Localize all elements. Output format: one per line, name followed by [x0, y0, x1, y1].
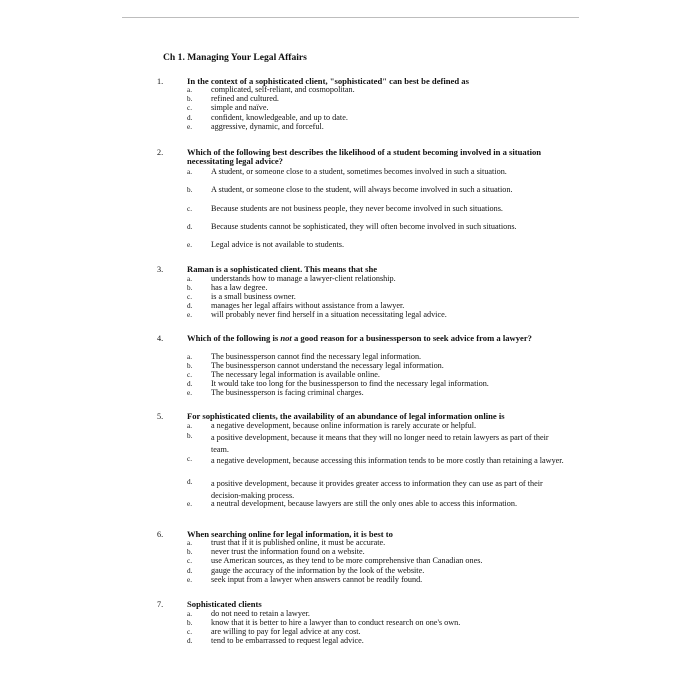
option-text: It would take too long for the businessperson to find the necessary legal information.	[211, 379, 489, 389]
option-text: a neutral development, because lawyers are still the only ones able to access this information.	[211, 499, 518, 508]
stem-text: Which of the following is	[187, 333, 281, 343]
option-text: trust that if it is published online, it must be accurate.	[211, 538, 386, 547]
option-text: is a small business owner.	[211, 291, 296, 301]
question-stem: For sophisticated clients, the availability of an abundance of legal information online is	[187, 411, 505, 421]
option-text: The businessperson is facing criminal charges.	[211, 388, 364, 398]
option-letter: e.	[187, 389, 192, 398]
question-stem: Sophisticated clients	[187, 599, 262, 609]
option-letter: a.	[187, 168, 192, 176]
option-text: Because students cannot be sophisticated, they will often become involved in such situations.	[211, 221, 517, 231]
option-text: The necessary legal information is available online.	[211, 369, 380, 379]
option-letter: a.	[187, 421, 192, 430]
option-letter: c.	[187, 370, 192, 379]
option-text: The businessperson cannot understand the necessary legal information.	[211, 360, 444, 370]
option-text: gauge the accuracy of the information by the look of the website.	[211, 565, 425, 575]
option-letter: c.	[187, 292, 192, 301]
option-letter: d.	[187, 566, 193, 575]
option-text: do not need to retain a lawyer.	[211, 608, 310, 618]
chapter-title: Ch 1. Managing Your Legal Affairs	[163, 52, 307, 63]
option-letter: d.	[187, 478, 193, 486]
option-letter: a.	[187, 86, 192, 94]
option-text: Because students are not business people, they never become involved in such situations.	[211, 203, 503, 213]
stem-text: a good reason for a businessperson to seek advice from a lawyer?	[291, 333, 532, 343]
option-letter: d.	[187, 113, 193, 122]
option-letter: d.	[187, 302, 193, 311]
question-stem: Which of the following best describes the likelihood of a student becoming involved in a situation necessitating legal advice?	[187, 147, 542, 167]
top-divider	[122, 17, 579, 18]
question-stem: In the context of a sophisticated client, "sophisticated" can best be defined as	[187, 76, 469, 86]
option-text: seek input from a lawyer when answers cannot be readily found.	[211, 574, 423, 584]
option-letter: b.	[187, 95, 193, 104]
question-number: 2.	[157, 148, 164, 157]
option-text: tend to be embarrassed to request legal advice.	[211, 636, 364, 646]
option-text: refined and cultured.	[211, 94, 279, 104]
option-letter: c.	[187, 104, 192, 113]
option-text: complicated, self-reliant, and cosmopolitan.	[211, 85, 355, 94]
option-text: will probably never find herself in a situation necessitating legal advice.	[211, 310, 447, 320]
option-letter: a.	[187, 609, 192, 618]
option-letter: d.	[187, 637, 193, 646]
question-number: 1.	[157, 77, 164, 86]
option-text: Legal advice is not available to students.	[211, 240, 345, 250]
option-letter: a.	[187, 539, 192, 547]
option-text: confident, knowledgeable, and up to date.	[211, 112, 348, 122]
question-number: 5.	[157, 412, 164, 421]
option-text: a positive development, because it means that they will no longer need to retain lawyers as part of their team.	[211, 433, 549, 455]
option-letter: a.	[187, 352, 192, 361]
option-letter: e.	[187, 241, 192, 250]
option-text: know that it is better to hire a lawyer than to conduct research on one's own.	[211, 617, 461, 627]
option-letter: b.	[187, 548, 193, 557]
option-text: are willing to pay for legal advice at any cost.	[211, 626, 361, 636]
option-letter: e.	[187, 122, 192, 131]
stem-emphasis: not	[280, 333, 292, 343]
option-letter: b.	[187, 432, 193, 440]
option-text: A student, or someone close to the student, will always become involved in such a situation.	[211, 185, 513, 195]
question-stem	[187, 334, 562, 343]
question-number: 7.	[157, 600, 164, 609]
option-letter: c.	[187, 204, 192, 213]
option-text: aggressive, dynamic, and forceful.	[211, 121, 324, 131]
option-text: manages her legal affairs without assistance from a lawyer.	[211, 301, 405, 311]
option-letter: c.	[187, 455, 192, 463]
option-text: use American sources, as they tend to be more comprehensive than Canadian ones.	[211, 556, 483, 566]
option-text: understands how to manage a lawyer-client relationship.	[211, 273, 396, 283]
option-letter: b.	[187, 283, 193, 292]
option-letter: a.	[187, 274, 192, 283]
option-text: simple and naïve.	[211, 103, 269, 113]
option-text: A student, or someone close to a student, sometimes becomes involved in such a situation.	[211, 167, 507, 176]
question-number: 6.	[157, 530, 164, 539]
option-letter: d.	[187, 380, 193, 389]
option-text: never trust the information found on a website.	[211, 547, 365, 557]
option-letter: b.	[187, 361, 193, 370]
question-number: 3.	[157, 265, 164, 274]
option-letter: b.	[187, 186, 193, 195]
option-text: has a law degree.	[211, 282, 268, 292]
option-letter: c.	[187, 627, 192, 636]
option-letter: e.	[187, 311, 192, 320]
option-text: The businessperson cannot find the necessary legal information.	[211, 351, 422, 361]
question-stem: Raman is a sophisticated client. This means that she	[187, 264, 378, 274]
question-number: 4.	[157, 334, 164, 343]
option-text: a negative development, because online information is rarely accurate or helpful.	[211, 420, 477, 430]
option-letter: e.	[187, 575, 192, 584]
question-stem: When searching online for legal information, it is best to	[187, 529, 393, 539]
option-text: a negative development, because accessing this information tends to be more costly than retaining a lawyer.	[211, 456, 564, 465]
option-letter: b.	[187, 618, 193, 627]
option-text: a positive development, because it provides greater access to information they can use as part of their decision-making process.	[211, 479, 543, 501]
option-letter: d.	[187, 222, 193, 231]
option-letter: e.	[187, 500, 192, 508]
option-letter: c.	[187, 557, 192, 566]
